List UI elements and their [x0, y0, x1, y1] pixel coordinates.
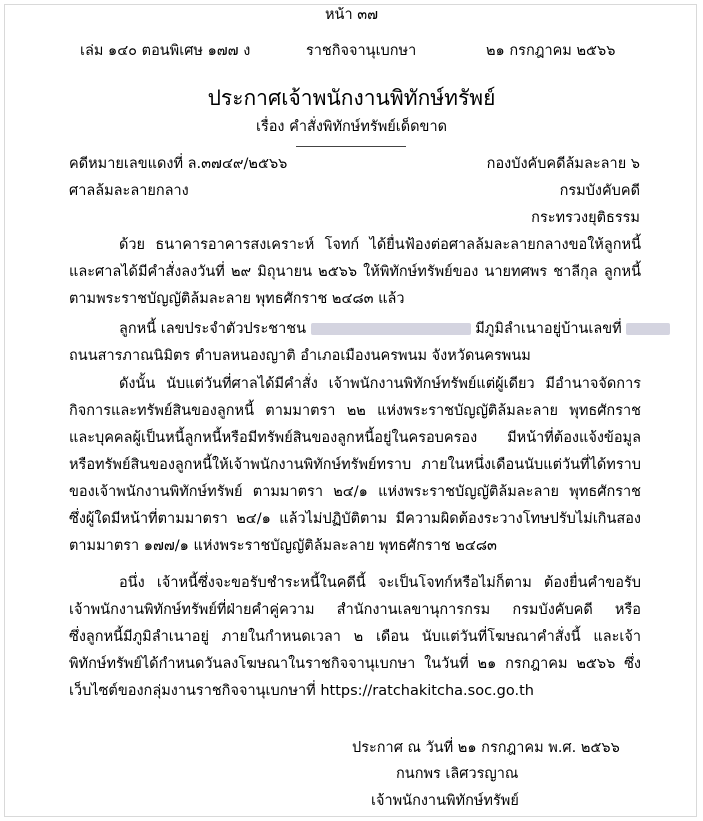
paragraph-petition: [69, 232, 641, 313]
text-line: ถนนสารภาณนิมิตร ตำบลหนองญาติ อำเภอเมืองนครพนม จังหวัดนครพนม: [69, 348, 531, 364]
text-line: และบุคคลผู้เป็นหนี้ลูกหนี้หรือมีทรัพย์สินของลูกหนี้อยู่ในครอบครอง มีหน้าที่ต้องแจ้งข้อมูล: [69, 430, 641, 446]
redacted-id: [311, 323, 471, 335]
department-division: กองบังคับคดีล้มละลาย ๖: [486, 156, 640, 172]
text-line: และศาลได้มีคำสั่งลงวันที่ ๒๙ มิถุนายน ๒๕๖๖ ให้พิทักษ์ทรัพย์ของ นายทศพร ชาลีกุล ลูกหนี้: [69, 264, 641, 280]
ministry-name: กระทรวงยุติธรรม: [531, 210, 640, 226]
debtor-id-label: ลูกหนี้ เลขประจำตัวประชาชน: [119, 321, 306, 337]
announcement-date: ประกาศ ณ วันที่ ๒๑ กรกฎาคม พ.ศ. ๒๕๖๖: [352, 740, 620, 756]
page-number: หน้า ๓๗: [325, 7, 379, 23]
text-line: ของเจ้าพนักงานพิทักษ์ทรัพย์ ตามมาตรา ๒๔/๑ แห่งพระราชบัญญัติล้มละลาย พุทธศักราช: [69, 484, 641, 500]
signatory-name: กนกพร เลิศวรญาณ: [396, 766, 519, 782]
publication-name: ราชกิจจานุเบกษา: [306, 43, 417, 59]
volume-issue: เล่ม ๑๔๐ ตอนพิเศษ ๑๗๗ ง: [80, 43, 251, 59]
redacted-house-number: [626, 323, 670, 335]
paragraph-debtor-info: [69, 316, 641, 370]
announcement-title: ประกาศเจ้าพนักงานพิทักษ์ทรัพย์: [207, 86, 496, 110]
text-line: พิทักษ์ทรัพย์ได้กำหนดวันลงโฆษณาในราชกิจจานุเบกษา ในวันที่ ๒๑ กรกฎาคม ๒๕๖๖ ซึ่ง: [69, 656, 641, 672]
text-line: กิจการและทรัพย์สินของลูกหนี้ ตามมาตรา ๒๒ แห่งพระราชบัญญัติล้มละลาย พุทธศักราช: [69, 403, 641, 419]
signatory-position: เจ้าพนักงานพิทักษ์ทรัพย์: [371, 793, 519, 809]
announcement-subject: เรื่อง คำสั่งพิทักษ์ทรัพย์เด็ดขาด: [255, 119, 448, 135]
text-line: ตามมาตรา ๑๗๗/๑ แห่งพระราชบัญญัติล้มละลาย พุทธศักราช ๒๔๘๓: [69, 538, 497, 554]
title-divider: [296, 146, 406, 147]
court-name: ศาลล้มละลายกลาง: [69, 183, 189, 199]
publication-date: ๒๑ กรกฎาคม ๒๕๖๖: [486, 43, 616, 59]
text-line: ตามพระราชบัญญัติล้มละลาย พุทธศักราช ๒๔๘๓ แล้ว: [69, 291, 405, 307]
text-line: [69, 316, 641, 343]
paragraph-creditor-claims: [69, 570, 641, 705]
text-line: ซึ่งลูกหนี้มีภูมิลำเนาอยู่ ภายในกำหนดเวลา ๒ เดือน นับแต่วันที่โฆษณาคำสั่งนี้ และเจ้า: [69, 629, 641, 645]
text-line: ซึ่งผู้ใดมีหน้าที่ตามมาตรา ๒๔/๑ แล้วไม่ปฏิบัติตาม มีความผิดต้องระวางโทษปรับไม่เกินสอง: [69, 511, 641, 527]
text-line: เจ้าพนักงานพิทักษ์ทรัพย์ที่ฝ่ายคำคู่ความ สำนักงานเลขานุการกรม กรมบังคับคดี หรือ: [69, 602, 641, 618]
text-line: หรือทรัพย์สินของลูกหนี้ให้เจ้าพนักงานพิทักษ์ทรัพย์ทราบ ภายในหนึ่งเดือนนับแต่วันที่ได้ทราบ: [69, 457, 641, 473]
text-line: ด้วย ธนาคารอาคารสงเคราะห์ โจทก์ ได้ยื่นฟ้องต่อศาลล้มละลายกลางขอให้ลูกหนี้: [119, 237, 641, 253]
paragraph-trustee-powers: [69, 371, 641, 560]
text-line: เว็บไซต์ของกลุ่มงานราชกิจจานุเบกษาที่ https://ratchakitcha.soc.go.th: [69, 683, 534, 699]
text-line: ดังนั้น นับแต่วันที่ศาลได้มีคำสั่ง เจ้าพนักงานพิทักษ์ทรัพย์แต่ผู้เดียว มีอำนาจจัดการ: [119, 376, 641, 392]
residence-label: มีภูมิลำเนาอยู่บ้านเลขที่: [475, 321, 622, 337]
case-number: คดีหมายเลขแดงที่ ล.๓๗๔๙/๒๕๖๖: [69, 156, 288, 172]
text-line: อนึ่ง เจ้าหนี้ซึ่งจะขอรับชำระหนี้ในคดีนี้ จะเป็นโจทก์หรือไม่ก็ตาม ต้องยื่นคำขอรับ: [119, 575, 641, 591]
department-name: กรมบังคับคดี: [559, 183, 640, 199]
